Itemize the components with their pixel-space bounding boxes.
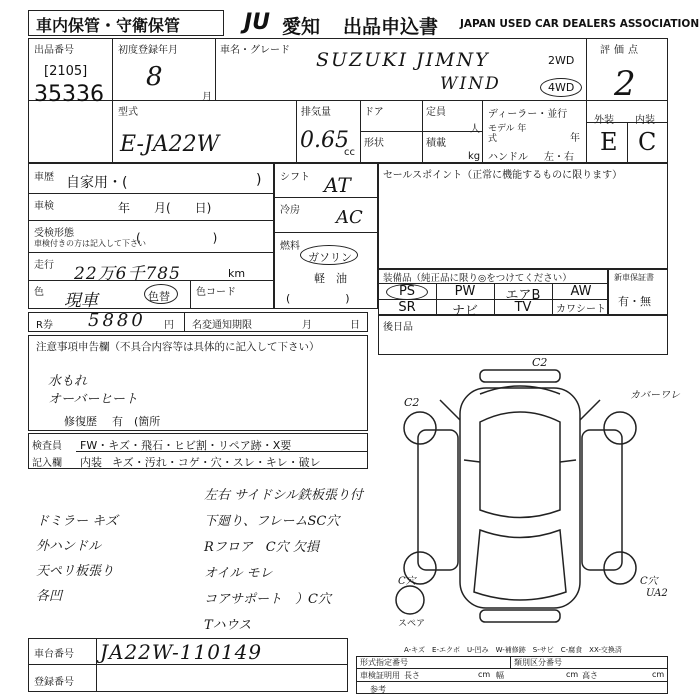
diagram-hood [480,386,560,394]
model-year-label: モデル 年式 [488,124,527,144]
equipment-item: ナビ [451,304,478,319]
equipment-item: TV [514,300,532,315]
equipment-item: エアB [505,288,541,303]
color-option: 色替 [148,290,170,303]
tax-day: 日 [350,320,360,331]
shift-label: シフト [280,172,310,183]
width-label: 幅 [496,671,504,680]
remark-item: 下廻り、フレームSC穴 [204,514,340,529]
interior-row-label: 内装 [80,456,102,469]
acceptance-label: 受検形態 [34,228,74,239]
diagram-roof [480,412,560,518]
fuel-paren: ( ) [286,292,350,305]
remark-item: Tハウス [204,618,252,633]
handle-label: ハンドル [488,152,528,163]
diagram-right-side [582,430,622,570]
interior-row: キズ・汚れ・コゲ・穴・スレ・キレ・破レ [112,456,321,469]
grade-label: 評価点 [600,45,642,56]
usage-value: 自家用・( [66,175,128,191]
inspection-value: 年 月( 日) [118,201,212,215]
length-unit: cm [478,670,491,679]
usage-close: ) [256,172,262,188]
reg-label: 登録番号 [34,677,74,688]
interior-value: C [638,128,657,156]
notes-item-1: 水もれ [48,374,88,389]
after-label: 後日品 [383,322,413,333]
remark-item: 左右 サイドシル鉄板張り付 [204,488,363,503]
acceptance-note: 車検付きの方は記入して下さい [34,239,146,248]
interior-label: 内装 [635,115,655,126]
diagram-wheel-fr [604,412,636,444]
exterior-label: 外装 [594,115,614,126]
color-value: 現車 [64,291,98,311]
equipment-item: カワシート [556,304,606,315]
warranty-label: 新車保証書 [614,273,654,282]
repair-label: 修復歴 [64,415,97,428]
form-label: 形式指定番号 [360,658,408,667]
diagram-mark-top: C2 [532,356,548,369]
drive-4wd: 4WD [548,81,575,94]
handle-options: 左・右 [544,152,574,163]
displacement-label: 排気量 [301,107,331,118]
exterior-value: E [600,128,618,156]
usage-label: 車歴 [34,172,54,183]
recycle-value: 5880 [88,310,146,331]
diagram-body [460,388,580,608]
cert-label: 車検証明用 [360,671,400,680]
ju-logo: JU [244,10,271,35]
org-english: JAPAN USED CAR DEALERS ASSOCIATION [460,18,700,30]
height-unit: cm [652,670,665,679]
fuel-label: 燃料 [280,241,300,252]
diagram-mark-br2: UA2 [646,588,668,599]
lot-number: 35336 [34,82,104,107]
sales-point-label: セールスポイント（正常に機能するものに限ります） [383,170,623,181]
legend-codes: A-キズ E-エクボ U-凹み W-補修跡 S-サビ C-腐食 XX-交換済 [404,646,622,654]
car-name-label: 車名・グレード [220,45,290,56]
color-code-label: 色コード [196,287,236,298]
diagram-spare-label: スペア [398,619,426,629]
after-block [378,315,668,355]
model-label: 型式 [118,107,138,118]
equipment-item: AW [570,284,592,299]
registration-label: 初度登録年月 [118,45,178,56]
remark-item: 天ペリ板張り [36,564,115,579]
cooling-value: AC [336,207,363,228]
load-unit: kg [468,151,481,162]
capacity-label: 定員 [426,107,446,118]
shape-label: 形状 [364,138,384,149]
diagram-mark-left: C2 [404,396,420,409]
remark-item: 外ハンドル [36,539,102,554]
warranty-options: 有・無 [618,295,651,308]
entry-label: 記入欄 [32,458,62,469]
mileage-unit: km [228,267,246,280]
diagram-wheel-fl [404,412,436,444]
length-label: 長さ [404,671,420,680]
acceptance-paren: ( ) [136,231,218,245]
fuel-gasoline-circle [300,245,358,265]
drive-4wd-circle [540,78,582,97]
color-option-circle [144,284,178,304]
chassis-label: 車台番号 [34,649,74,660]
mileage-label: 走行 [34,260,54,271]
model-value: E-JA22W [120,132,220,157]
grade-value: 2 [614,64,636,104]
repair-value: 有 (箇所 [112,415,161,428]
notes-item-2: オーバーヒート [48,392,138,407]
diagram-rear [474,530,566,600]
drive-2wd: 2WD [548,54,575,67]
recycle-label: R券 [36,320,53,331]
diagram-spare [396,586,424,614]
mileage-value: 22万6千785 [74,264,181,284]
equipment-item: PS [398,284,416,299]
registration-month-unit: 月 [202,92,212,103]
fw-row: FW・キズ・飛石・ヒビ割・リペア跡・X要 [80,439,292,452]
recycle-unit: 円 [164,320,174,331]
width-unit: cm [566,670,579,679]
remark-item: Rフロア C穴 欠損 [204,540,319,555]
capacity-unit: 人 [470,124,480,135]
notes-label: 注意事項申告欄（不具合内容等は具体的に記入して下さい） [36,341,320,353]
lot-label: 出品番号 [34,45,74,56]
equipment-label: 装備品（純正品に限り◎をつけてください） [383,273,572,284]
fuel-diesel: 軽 油 [314,272,347,285]
tax-label: 名変通知期限 [192,320,252,331]
dealer-label: ディーラー・並行 [488,109,568,120]
door-label: ドア [364,107,384,118]
remark-item: ドミラー キズ [36,514,118,529]
car-name-value: SUZUKI JIMNY [316,49,490,71]
diagram-rear-bumper [480,610,560,622]
diagram-mark-right: カバーワレ [630,390,680,401]
color-label: 色 [34,287,44,298]
ps-circle [386,284,428,300]
diagram-mark-br: C穴 [640,576,658,587]
registration-value: 8 [146,62,163,92]
equipment-item: PW [454,284,476,299]
remark-item: コアサポート ）C穴 [204,592,331,607]
displacement-value: 0.65 [300,128,349,153]
remark-item: オイル モレ [204,566,273,581]
year-unit: 年 [570,133,580,144]
car-grade-value: WIND [440,74,501,94]
height-label: 高さ [582,671,598,680]
fuel-gasoline: ガソリン [308,251,352,264]
chassis-value: JA22W-110149 [100,640,263,664]
diagram-mark-bl: C穴 [398,576,416,587]
class-label: 類別区分番号 [514,658,562,667]
car-diagram [380,360,670,630]
inspection-label: 車検 [34,201,54,212]
equipment-item: SR [398,300,416,315]
load-label: 積載 [426,138,446,149]
ref-label: 参考 [370,685,386,694]
diagram-left-side [418,430,458,570]
remark-item: 各凹 [36,589,63,604]
storage-label: 車内保管・守衛保管 [36,16,181,35]
tax-month: 月 [302,320,312,331]
org-name: 愛知 [282,16,321,38]
inspector-label: 検査員 [32,441,62,452]
doc-title: 出品申込書 [343,16,439,38]
diagram-front-bumper [480,370,560,382]
cooling-label: 冷房 [280,205,300,216]
shift-value: AT [324,173,351,197]
displacement-unit: cc [344,147,355,158]
lot-sub-number: [2105] [44,64,88,79]
